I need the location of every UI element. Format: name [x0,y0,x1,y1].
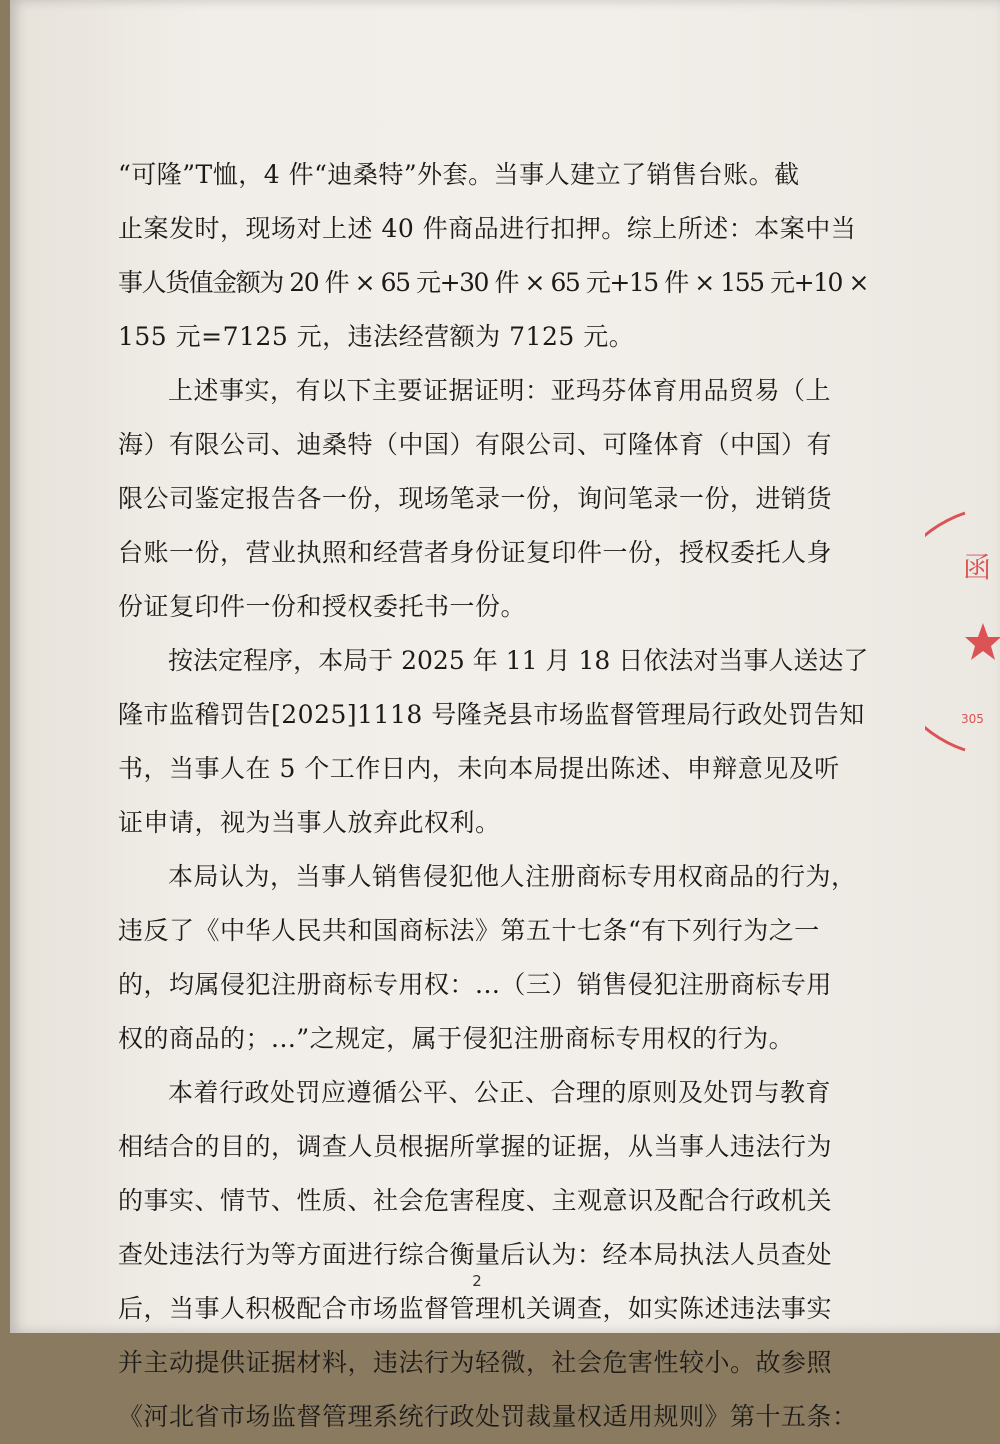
paragraph-procedure [118,634,868,850]
text-line: 本着行政处罚应遵循公平、公正、合理的原则及处罚与教育 [168,1078,832,1107]
text-line: 海）有限公司、迪桑特（中国）有限公司、可隆体育（中国）有 [118,430,833,459]
document-body [118,148,868,1444]
text-line: 书，当事人在 5 个工作日内，未向本局提出陈述、申辩意见及听 [118,754,840,783]
text-line: 《河北省市场监督管理系统行政处罚裁量权适用规则》第十五条： [118,1402,858,1431]
text-line: 限公司鉴定报告各一份，现场笔录一份，询问笔录一份，进销货 [118,484,833,513]
paragraph-goods-value [118,148,868,364]
paragraph-evidence [118,364,868,634]
text-line: 并主动提供证据材料，违法行为轻微，社会危害性较小。故参照 [118,1348,833,1377]
paragraph-discretion [118,1066,868,1444]
paragraph-legal-basis [118,850,868,1066]
text-line: 事人货值金额为 20 件 × 65 元+30 件 × 65 元+15 件 × 155 元+10 × [118,268,868,297]
text-line: 按法定程序，本局于 2025 年 11 月 18 日依法对当事人送达了 [168,646,869,675]
text-line: “可隆”T恤，4 件“迪桑特”外套。当事人建立了销售台账。截 [118,160,800,189]
text-line: 本局认为，当事人销售侵犯他人注册商标专用权商品的行为， [168,862,857,891]
text-line: 的事实、情节、性质、社会危害程度、主观意识及配合行政机关 [118,1186,833,1215]
text-line: 155 元=7125 元，违法经营额为 7125 元。 [118,322,635,351]
text-line: 份证复印件一份和授权委托书一份。 [118,592,527,621]
text-line: 证申请，视为当事人放弃此权利。 [118,808,501,837]
text-line: 后，当事人积极配合市场监督管理机关调查，如实陈述违法事实 [118,1294,833,1323]
text-line: 止案发时，现场对上述 40 件商品进行扣押。综上所述：本案中当 [118,214,857,243]
text-line: 相结合的目的，调查人员根据所掌握的证据，从当事人违法行为 [118,1132,833,1161]
text-line: 权的商品的；...”之规定，属于侵犯注册商标专用权的行为。 [118,1024,795,1053]
text-line: 违反了《中华人民共和国商标法》第五十七条“有下列行为之一 [118,916,820,945]
text-line: 上述事实，有以下主要证据证明：亚玛芬体育用品贸易（上 [168,376,832,405]
stamp-character: 函 [963,551,992,584]
text-line: 查处违法行为等方面进行综合衡量后认为：经本局执法人员查处 [118,1240,833,1269]
page-number: 2 [472,1272,482,1290]
text-line: 的，均属侵犯注册商标专用权：...（三）销售侵犯注册商标专用 [118,970,832,999]
stamp-number: 305 [961,712,984,726]
text-line: 台账一份，营业执照和经营者身份证复印件一份，授权委托人身 [118,538,833,567]
text-line: 隆市监稽罚告[2025]1118 号隆尧县市场监督管理局行政处罚告知 [118,700,865,729]
document-page [10,0,1000,1431]
